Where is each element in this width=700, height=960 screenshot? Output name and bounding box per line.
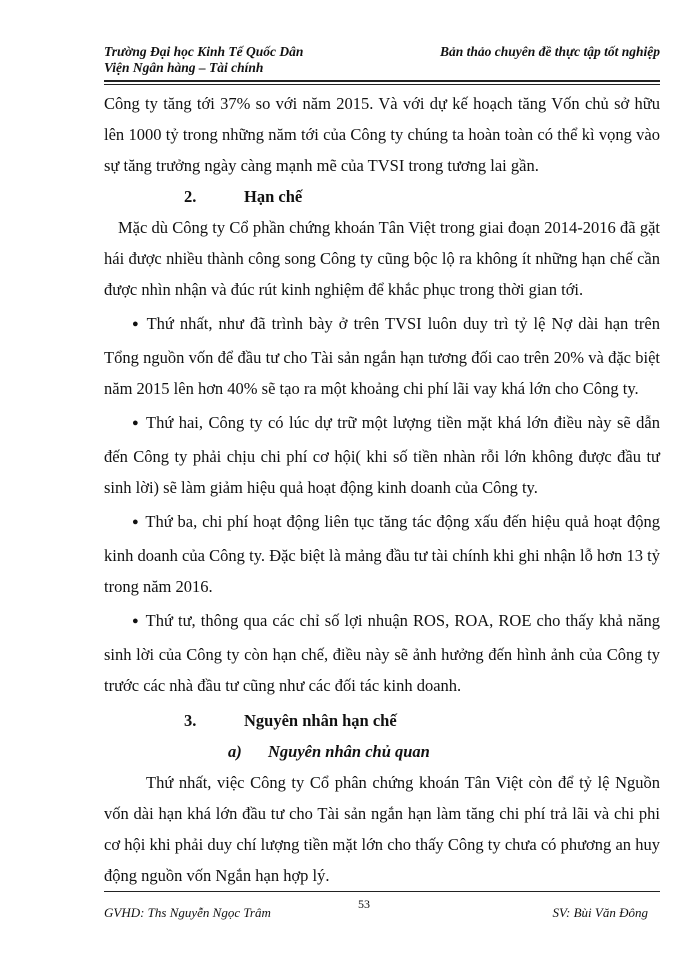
section-2-number: 2. [184,187,197,206]
section-3-title: Nguyên nhân hạn chế [244,711,397,730]
subsection-label: a) [228,742,242,761]
page-footer [104,897,660,921]
header-left [104,44,303,76]
student-name: SV: Bùi Văn Đông [552,905,648,920]
page-body [104,88,660,891]
section-3-paragraph: Thứ nhất, việc Công ty Cổ phân chứng khoán Tân Việt còn để tỷ lệ Nguồn vốn dài hạn khá lớn đầu tư cho Tài sản ngắn hạn làm tăng chi phí trả lãi và chi phi cơ hội khi phải duy chí lượng tiền mặt lớn cho thấy Công ty chưa có phương an huy động nguồn vốn Ngắn hạn hợp lý. [104,773,660,885]
footer-divider [104,891,660,892]
section-2-heading [104,181,660,212]
bullet-icon: ● [132,516,140,528]
subsection-a-heading [104,736,660,767]
bullet-text: Thứ hai, Công ty có lúc dự trữ một lượng tiền mặt khá lớn điều này sẽ dẫn đến Công ty phải chịu chi phí cơ hội( khi số tiền nhàn rỗi lớn không được đầu tư sinh lời) sẽ làm giảm hiệu quả hoạt động kinh doanh của Công ty. [104,413,660,497]
bullet-icon: ● [132,318,141,330]
bullet-icon: ● [132,417,140,429]
list-item [104,605,660,701]
school-name: Trường Đại học Kinh Tế Quốc Dân [104,44,304,59]
intro-paragraph: Công ty tăng tới 37% so với năm 2015. Và với dự kế hoạch tăng Vốn chủ sở hữu lên 1000 tỷ trong những năm tới của Công ty chúng ta hoàn toàn có thể kì vọng vào sự tăng trưởng ngày càng mạnh mẽ của TVSI trong tương lai gần. [104,94,660,175]
list-item [104,308,660,404]
bullet-text: Thứ tư, thông qua các chỉ số lợi nhuận ROS, ROA, ROE cho thấy khả năng sinh lời của Công ty còn hạn chế, điều này sẽ ảnh hưởng đến hình ảnh của Công ty trước các nhà đầu tư cũng như các đối tác kinh doanh. [104,611,660,695]
header-divider [104,80,660,85]
section-2-paragraph: Mặc dù Công ty Cổ phần chứng khoán Tân Việt trong giai đoạn 2014-2016 đã gặt hái được nhiều thành công song Công ty cũng bộc lộ ra không ít những hạn chế cần được nhìn nhận và đúc rút kinh nghiệm để khắc phục trong thời gian tới. [104,218,660,299]
bullet-text: Thứ ba, chi phí hoạt động liên tục tăng tác động xấu đến hiệu quả hoạt động kinh doanh của Công ty. Đặc biệt là mảng đầu tư tài chính khi ghi nhận lỗ hơn 13 tỷ trong năm 2016. [104,512,660,596]
section-2-title: Hạn chế [244,187,303,206]
bullet-icon: ● [132,615,140,627]
advisor-name: GVHD: Ths Nguyễn Ngọc Trâm [104,905,271,920]
subsection-title: Nguyên nhân chủ quan [268,742,430,761]
list-item [104,407,660,503]
institute-name: Viện Ngân hàng – Tài chính [104,60,264,75]
list-item [104,506,660,602]
page-number: 53 [358,897,370,911]
page-header [104,44,660,82]
section-3-number: 3. [184,711,197,730]
section-3-heading [104,705,660,736]
bullet-text: Thứ nhất, như đã trình bày ở trên TVSI luôn duy trì tỷ lệ Nợ dài hạn trên Tổng nguồn vốn để đầu tư cho Tài sản ngắn hạn tương đối cao trên 20% và đặc biệt năm 2015 lên hơn 40% sẽ tạo ra một khoảng chi phí lãi vay khá lớn cho Công ty. [104,314,660,398]
document-title: Bản thảo chuyên đề thực tập tốt nghiệp [440,44,660,59]
